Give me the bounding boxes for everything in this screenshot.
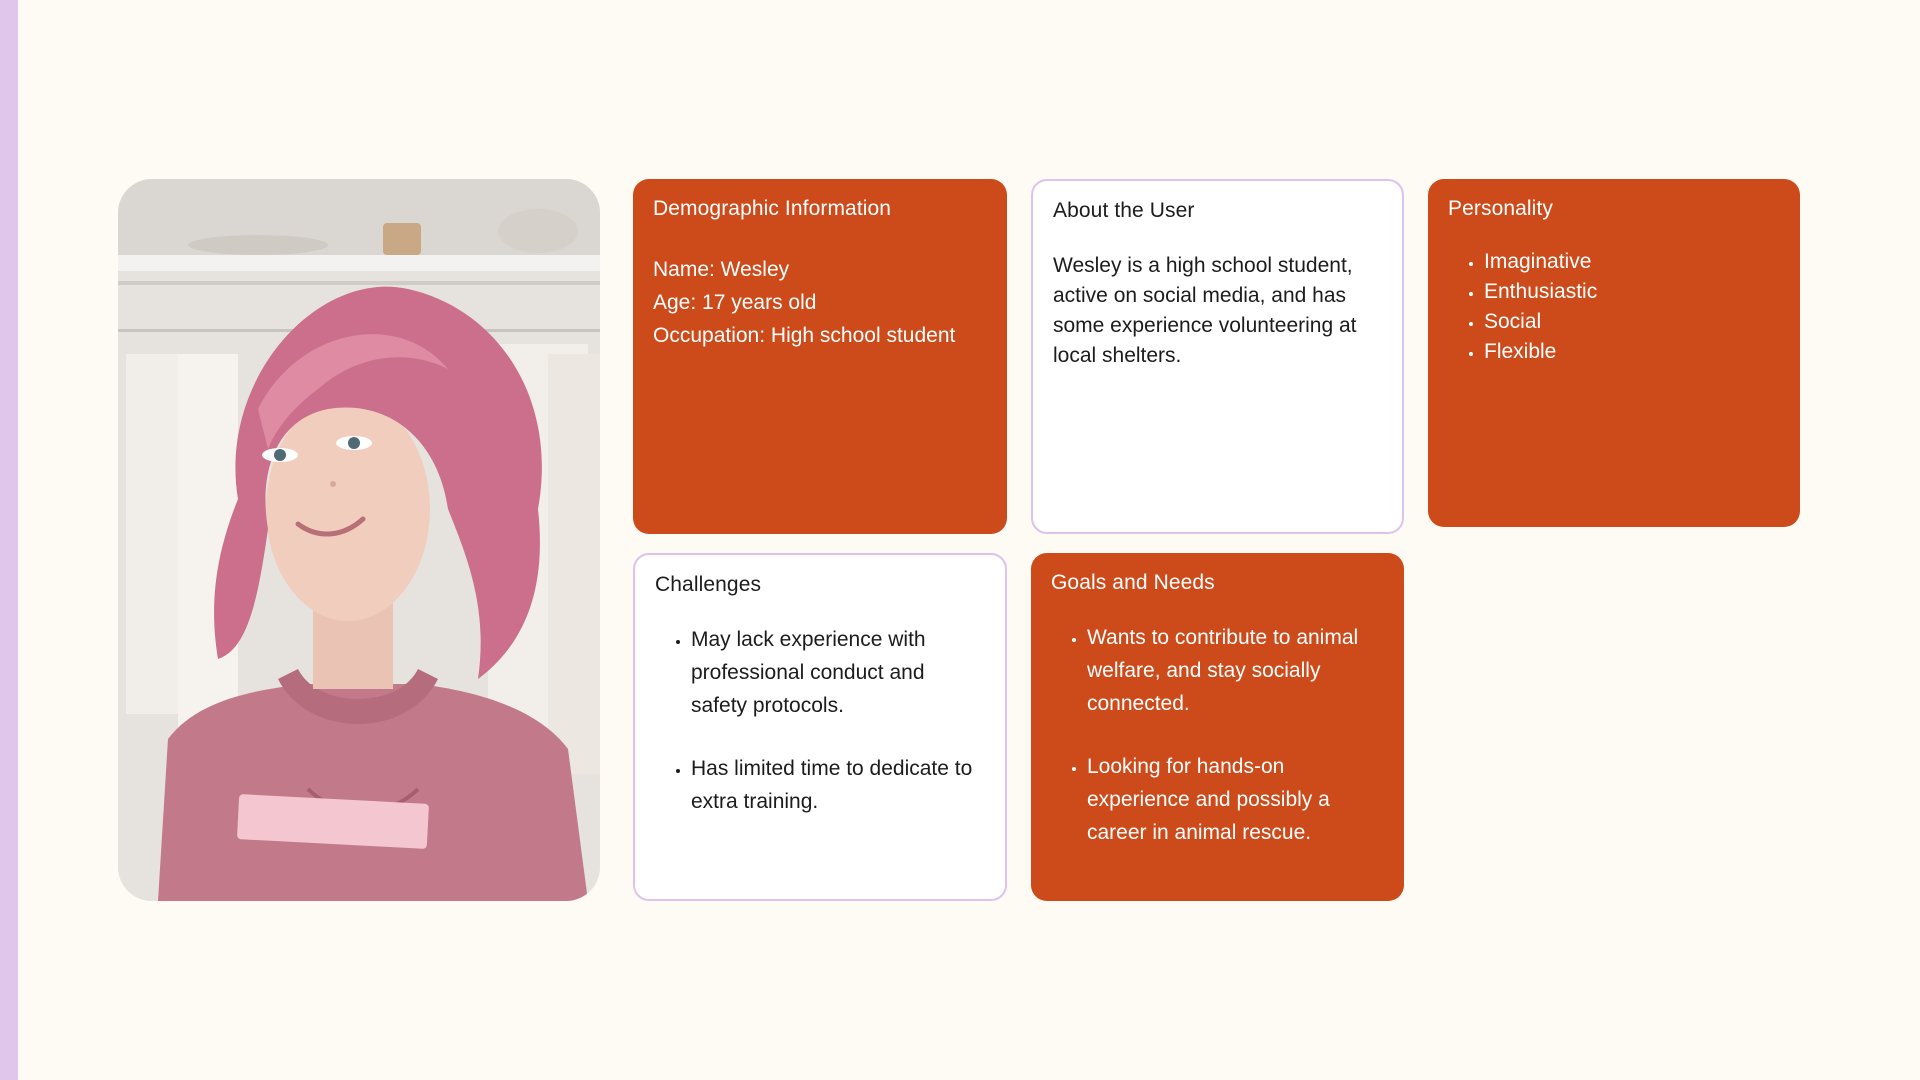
demographic-information-card [633, 179, 1007, 534]
list-item: • Wants to contribute to animal welfare, and stay socially connected. [1087, 621, 1384, 720]
list-item: • Looking for hands-on experience and possibly a career in animal rescue. [1087, 750, 1384, 849]
challenges-card [633, 553, 1007, 901]
about-text: Wesley is a high school student, active on social media, and has some experience volunteering at local shelters. [1053, 254, 1357, 367]
about-the-user-card [1031, 179, 1404, 534]
list-item: • Has limited time to dedicate to extra training. [691, 752, 985, 818]
personality-list [1448, 247, 1780, 367]
user-photo [118, 179, 600, 901]
list-item: • Social [1484, 307, 1780, 337]
list-item: • Enthusiastic [1484, 277, 1780, 307]
personality-card [1428, 179, 1800, 527]
occupation-line: Occupation: High school student [653, 324, 956, 347]
demographic-details [653, 253, 987, 352]
name-line: Name: Wesley [653, 258, 790, 281]
card-title: Challenges [655, 573, 762, 596]
list-item: • Imaginative [1484, 247, 1780, 277]
challenges-list [655, 623, 985, 818]
list-item: • May lack experience with professional conduct and safety protocols. [691, 623, 985, 722]
left-accent-stripe [0, 0, 18, 1080]
goals-and-needs-card [1031, 553, 1404, 901]
goals-list [1051, 621, 1384, 849]
card-title: Goals and Needs [1051, 571, 1215, 594]
card-title: About the User [1053, 199, 1195, 222]
card-title: Personality [1448, 197, 1553, 220]
list-item: • Flexible [1484, 337, 1780, 367]
age-line: Age: 17 years old [653, 291, 817, 314]
user-photo-illustration [118, 179, 600, 901]
card-title: Demographic Information [653, 197, 892, 220]
